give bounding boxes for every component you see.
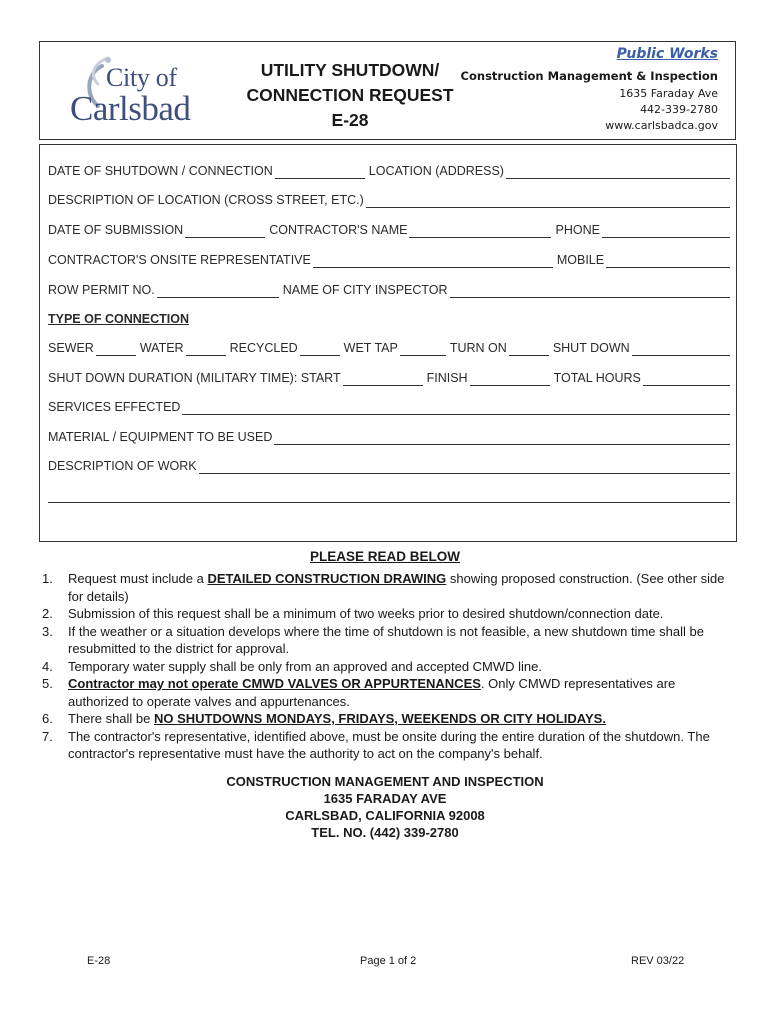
city-logo [68,54,218,130]
form-title-line1: UTILITY SHUTDOWN/ [260,60,440,80]
division-name: Construction Management & Inspection [460,69,718,83]
field-material-equipment[interactable] [274,432,730,445]
instruction-text-part: The contractor's representative, identified above, must be onsite during the entire duration of the shutdown. The contractor's representative must have the authority to act on the company's behalf. [68,728,710,761]
label-onsite-representative: CONTRACTOR'S ONSITE REPRESENTATIVE [48,253,311,267]
department-name: Public Works [616,46,718,62]
instruction-emphasis: NO SHUTDOWNS MONDAYS, FRIDAYS, WEEKENDS OR CITY HOLIDAYS. [154,711,606,726]
instruction-emphasis: DETAILED CONSTRUCTION DRAWING [207,571,447,586]
label-wet-tap: WET TAP [343,341,398,355]
footer-page-number: Page 1 of 2 [360,955,417,967]
field-sewer[interactable] [96,343,136,356]
field-onsite-representative[interactable] [313,255,553,268]
contact-city: CARLSBAD, CALIFORNIA 92008 [285,808,485,823]
label-duration-start: SHUT DOWN DURATION (MILITARY TIME): START [48,371,341,385]
instruction-item [42,675,732,710]
field-duration-start[interactable] [343,373,423,386]
label-shut-down: SHUT DOWN [552,341,630,355]
field-services-effected[interactable] [182,402,730,415]
instruction-text-part: Temporary water supply shall be only from an approved and accepted CMWD line. [68,658,543,674]
label-contractor-name: CONTRACTOR'S NAME [269,223,408,237]
label-row-permit: ROW PERMIT NO. [48,283,155,297]
department-website[interactable]: www.carlsbadca.gov [605,119,718,132]
instruction-text-part: There shall be [68,711,154,726]
form-row-duration [48,368,730,386]
footer-revision: REV 03/22 [631,955,685,967]
label-water: WATER [139,341,184,355]
label-material-equipment: MATERIAL / EQUIPMENT TO BE USED [48,430,273,444]
instruction-text [68,710,732,728]
instruction-text-part: Submission of this request shall be a minimum of two weeks prior to desired shutdown/connection date. [68,606,664,621]
instruction-item [42,605,732,623]
form-title-code: E-28 [331,110,369,130]
instruction-text [68,570,732,605]
instruction-number: 5. [42,676,53,691]
form-row-type-heading [48,309,730,327]
form-row-description-work-continued [48,485,730,503]
instruction-item [42,570,732,605]
form-row-material [48,427,730,445]
label-services-effected: SERVICES EFFECTED [48,400,181,414]
label-description-of-work: DESCRIPTION OF WORK [48,459,197,473]
instructions-list [42,570,732,763]
instruction-item [42,728,732,763]
instruction-emphasis: Contractor may not operate CMWD VALVES OR APPURTENANCES [68,676,481,691]
label-sewer: SEWER [48,341,94,355]
logo-text-city-of: City of [106,63,177,92]
field-wet-tap[interactable] [400,343,446,356]
instruction-text-part: If the weather or a situation develops where the time of shutdown is not feasible, a new shutdown time shall be resubmitted to the district for approval. [68,623,704,656]
request-form [39,144,737,542]
form-row-shutdown-date [48,161,730,179]
instruction-text [68,658,732,676]
contact-phone: TEL. NO. (442) 339-2780 [311,825,459,840]
contact-block [0,773,770,841]
field-date-of-shutdown[interactable] [275,166,365,179]
instruction-item [42,658,732,676]
label-phone: PHONE [555,223,600,237]
instruction-number: 1. [42,571,53,586]
instruction-item [42,710,732,728]
field-description-of-location[interactable] [366,195,730,208]
instruction-number: 6. [42,711,53,726]
field-total-hours[interactable] [643,373,730,386]
form-row-representative [48,250,730,268]
department-info [461,44,718,134]
field-mobile[interactable] [606,255,730,268]
type-of-connection-heading: TYPE OF CONNECTION [48,312,189,326]
instruction-number: 7. [42,728,53,744]
form-title [230,58,470,133]
field-finish[interactable] [470,373,550,386]
instruction-item [42,623,732,658]
label-turn-on: TURN ON [449,341,507,355]
field-shut-down[interactable] [632,343,730,356]
field-description-of-work[interactable] [199,461,730,474]
field-contractor-name[interactable] [409,225,551,238]
contact-department: CONSTRUCTION MANAGEMENT AND INSPECTION [226,774,544,789]
field-recycled[interactable] [300,343,340,356]
instruction-number: 2. [42,606,53,621]
form-row-description-work [48,456,730,474]
instruction-text [68,675,732,710]
instruction-text [68,623,732,658]
form-row-permit [48,280,730,298]
instruction-number: 4. [42,658,53,674]
field-row-permit[interactable] [157,285,279,298]
label-description-of-location: DESCRIPTION OF LOCATION (CROSS STREET, ETC.) [48,193,364,207]
form-row-description-location [48,190,730,208]
logo-text-carlsbad: Carlsbad [70,89,191,128]
label-mobile: MOBILE [556,253,605,267]
form-row-connection-types [48,338,730,356]
instruction-text [68,605,732,623]
department-address: 1635 Faraday Ave [619,87,718,100]
instruction-text-part: showing proposed construction. (See other side for details) [68,571,725,604]
form-header [39,41,736,140]
form-row-services [48,397,730,415]
field-city-inspector[interactable] [450,285,730,298]
instructions-heading: PLEASE READ BELOW [309,549,460,564]
contact-street: 1635 FARADAY AVE [323,791,447,806]
instruction-text-part: Request must include a [68,571,208,586]
field-date-of-submission[interactable] [185,225,265,238]
field-turn-on[interactable] [509,343,549,356]
field-water[interactable] [186,343,226,356]
form-row-submission [48,220,730,238]
department-phone: 442-339-2780 [640,103,718,116]
label-location: LOCATION (ADDRESS) [368,164,504,178]
label-date-of-shutdown: DATE OF SHUTDOWN / CONNECTION [48,164,273,178]
form-title-line2: CONNECTION REQUEST [246,85,454,105]
instruction-number: 3. [42,623,53,639]
field-description-of-work-line2[interactable] [48,490,730,503]
field-location[interactable] [506,166,730,179]
instruction-text [68,728,732,763]
label-date-of-submission: DATE OF SUBMISSION [48,223,184,237]
label-recycled: RECYCLED [229,341,298,355]
field-phone[interactable] [602,225,730,238]
label-total-hours: TOTAL HOURS [553,371,641,385]
footer-form-code: E-28 [87,955,111,967]
label-city-inspector: NAME OF CITY INSPECTOR [282,283,448,297]
instruction-text-part: . Only CMWD representatives are authorized to operate valves and appurtenances. [68,676,676,709]
label-finish: FINISH [426,371,468,385]
